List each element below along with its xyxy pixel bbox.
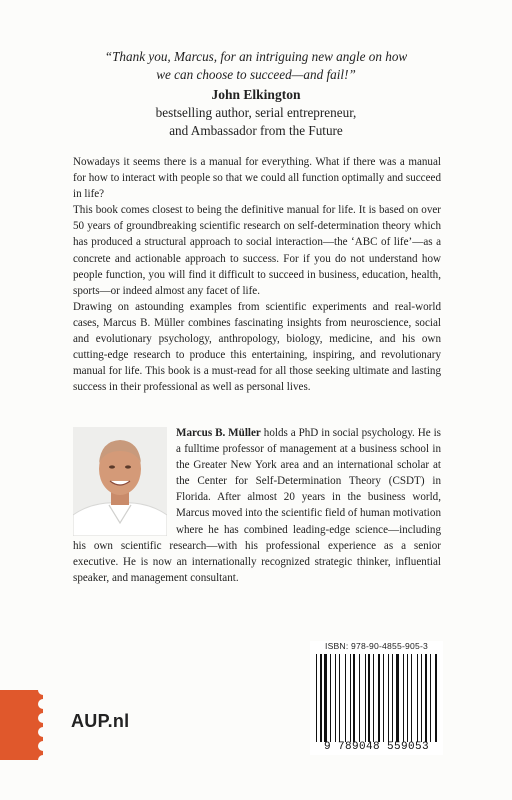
barcode-bar (350, 654, 351, 742)
barcode-bar (381, 654, 382, 742)
barcode-bar (400, 654, 402, 742)
endorsement-quote (70, 48, 442, 140)
barcode-bar (339, 654, 340, 742)
barcode-bar (388, 654, 389, 742)
barcode-bar (330, 654, 331, 742)
barcode-bar (318, 654, 319, 742)
barcode-bar (425, 654, 427, 742)
barcode-bar (417, 654, 418, 742)
barcode-bar (421, 654, 422, 742)
blurb (73, 154, 441, 395)
barcode-bar (324, 654, 327, 742)
barcode-bar (407, 654, 409, 742)
barcode-bar (347, 654, 349, 742)
barcode-bar (332, 654, 334, 742)
barcode-bar (366, 654, 367, 742)
barcode-bar (413, 654, 416, 742)
barcode-bar (368, 654, 370, 742)
barcode-bars (316, 654, 440, 742)
barcode-bar (345, 654, 346, 742)
blurb-paragraph-3: Drawing on astounding examples from scientific experiments and real-world cases, Marcus B. Müller combines fascinating insights from neuroscience, social and evolutionary psychology, anthropology, biology, medicine, and his own cutting-edge research to produce this entertaining, inspiring, and revolutionary manual for life. This book is a must-read for all those seeking ultimate and lasting success in their professional as well as personal lives. (73, 300, 441, 394)
quote-author: John Elkington (211, 87, 301, 102)
barcode-bar (385, 654, 387, 742)
barcode-bar (394, 654, 395, 742)
barcode-bar (371, 654, 372, 742)
barcode-bar (428, 654, 429, 742)
publisher-logo: AUP.nl (71, 711, 130, 731)
quote-author-role-2: and Ambassador from the Future (169, 123, 343, 138)
barcode-bar (356, 654, 358, 742)
isbn-label: ISBN: 978-90-4855-905-3 (324, 641, 428, 651)
barcode-bar (353, 654, 355, 742)
barcode-bar (375, 654, 377, 742)
barcode-bar (359, 654, 360, 742)
barcode-bar (320, 654, 322, 742)
blurb-paragraph-1: Nowadays it seems there is a manual for everything. What if there was a manual for how to interact with people so that we could all function optimally and succeed in life? (73, 156, 441, 201)
author-name: Marcus B. Müller (176, 427, 261, 439)
barcode-bar (378, 654, 381, 742)
publisher-accent-stamp (0, 690, 43, 760)
barcode-bar (403, 654, 404, 742)
quote-author-role-1: bestselling author, serial entrepreneur, (155, 105, 357, 120)
barcode-bar (392, 654, 394, 742)
barcode-bar (341, 654, 344, 742)
quote-line-1: “Thank you, Marcus, for an intriguing new angle on how (104, 49, 408, 64)
barcode-bar (323, 654, 324, 742)
barcode-bar (432, 654, 434, 742)
barcode-bar (409, 654, 410, 742)
author-photo (73, 427, 167, 536)
barcode-bar (316, 654, 317, 742)
barcode-bar (435, 654, 438, 742)
barcode-bar (373, 654, 374, 742)
author-bio-text: holds a PhD in social psychology. He is a fulltime professor of management at a business school in the Greater New York area and an international scholar at the Center for Self-Determination Theory (CSDT) in Florida. After almost 20 years in the business world, Marcus moved into the scientific field of human motivation where he has combined leading-edge science—including his own scientific research—with his professional experience as a senior executive. He is now an internationally recognized strategic thinker, influential speaker, and management consultant. (73, 427, 441, 584)
barcode-bar (335, 654, 337, 742)
barcode-bar (438, 654, 439, 742)
barcode-bar (411, 654, 412, 742)
barcode-bar (419, 654, 421, 742)
barcode-bar (365, 654, 366, 742)
barcode-bar (396, 654, 399, 742)
barcode-bar (383, 654, 384, 742)
quote-line-2: we can choose to succeed—and fail!” (156, 67, 356, 82)
barcode-bar (361, 654, 364, 742)
barcode-bar (328, 654, 329, 742)
barcode-bar (405, 654, 406, 742)
barcode-bar (430, 654, 431, 742)
barcode-bar (423, 654, 424, 742)
barcode-digits: 9 789048 559053 (323, 741, 430, 753)
blurb-paragraph-2: This book comes closest to being the definitive manual for life. It is based on over 50 years of groundbreaking scientific research on self-determination theory which has produced a structural approach to social interaction—the ‘ABC of life’—as a concrete and actionable approach to success. For if you do not understand how people function, you will find it difficult to succeed in business, education, health, sports—or indeed almost any facet of life. (73, 204, 441, 297)
barcode (310, 641, 443, 755)
barcode-bar (351, 654, 352, 742)
barcode-bar (390, 654, 391, 742)
barcode-bar (337, 654, 338, 742)
